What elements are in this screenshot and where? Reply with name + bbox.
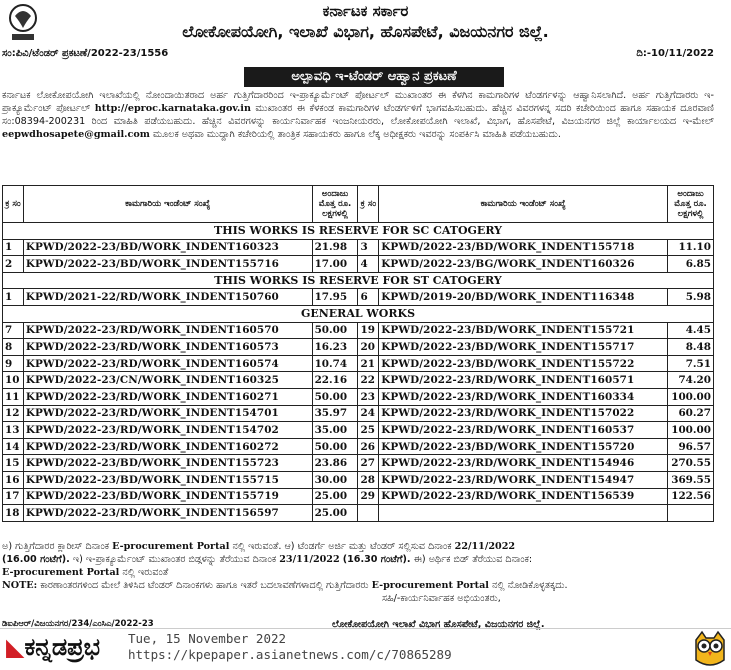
notice-title: ಅಲ್ಪಾವಧಿ ಇ-ಟೆಂಡರ್ ಆಹ್ವಾನ ಪ್ರಕಟಣೆ (244, 67, 504, 87)
submission-date: 22/11/2022 (454, 541, 516, 552)
note-text: ನಲ್ಲಿ ನೋಡಿಕೊಳ್ಳತಕ್ಕದು. (492, 580, 568, 591)
work-indent: KPWD/2022-23/RD/WORK_INDENT154946 (379, 455, 668, 472)
work-indent: KPWD/2022-23/BD/WORK_INDENT155722 (379, 355, 668, 372)
serial-number: 20 (358, 339, 379, 356)
estimated-amount: 25.00 (312, 488, 358, 505)
estimated-amount: 17.95 (312, 289, 358, 306)
epaper-url[interactable]: https://kpepaper.asianetnews.com/c/70865289 (128, 647, 452, 662)
serial-number: 27 (358, 455, 379, 472)
table-row (3, 239, 714, 256)
table-row (3, 422, 714, 439)
serial-number: 11 (3, 388, 24, 405)
estimated-amount: 4.45 (668, 322, 714, 339)
col-amount: ಅಂದಾಜು ಮೊತ್ತ ರೂ. ಲಕ್ಷಗಳಲ್ಲಿ (312, 186, 358, 223)
table-row (3, 455, 714, 472)
estimated-amount: 22.16 (312, 372, 358, 389)
footer-line-1 (2, 540, 718, 553)
work-indent: KPWD/2022-23/RD/WORK_INDENT160271 (23, 388, 312, 405)
intro-paragraph (2, 90, 714, 142)
serial-number: 2 (3, 256, 24, 273)
note-label: NOTE: (2, 580, 38, 591)
estimated-amount: 5.98 (668, 289, 714, 306)
table-row (3, 289, 714, 306)
estimated-amount: 50.00 (312, 322, 358, 339)
work-indent: KPWD/2022-23/BD/WORK_INDENT155715 (23, 471, 312, 488)
portal-name: E-procurement Portal (371, 580, 489, 591)
col-amount-2: ಅಂದಾಜು ಮೊತ್ತ ರೂ. ಲಕ್ಷಗಳಲ್ಲಿ (668, 186, 714, 223)
serial-number: 21 (358, 355, 379, 372)
serial-number: 13 (3, 422, 24, 439)
table-header-row (3, 186, 714, 223)
serial-number: 1 (3, 239, 24, 256)
department-title: ಲೋಕೋಪಯೋಗಿ, ಇಲಾಖೆ ವಿಭಾಗ, ಹೊಸಪೇಟೆ, ವಿಜಯನಗರ ಜಿಲ್ಲೆ. (182, 22, 549, 41)
estimated-amount: 11.10 (668, 239, 714, 256)
serial-number: 9 (3, 355, 24, 372)
footer-note (2, 579, 718, 592)
footer-text: ನಲ್ಲಿ ಇರುವಂತೆ (122, 567, 169, 578)
work-indent: KPWD/2022-23/BG/WORK_INDENT160326 (379, 256, 668, 273)
work-indent: KPWD/2022-23/RD/WORK_INDENT156539 (379, 488, 668, 505)
work-indent: KPWD/2022-23/BD/WORK_INDENT155719 (23, 488, 312, 505)
estimated-amount: 35.97 (312, 405, 358, 422)
estimated-amount: 100.00 (668, 422, 714, 439)
work-indent: KPWD/2022-23/RD/WORK_INDENT154947 (379, 471, 668, 488)
section-row (3, 223, 714, 240)
portal-url: http://eproc.karnataka.gov.in (94, 102, 251, 114)
intro-text-3: ಮೂಲಕ ಅಥವಾ ಮುದ್ದಾಗಿ ಕಚೇರಿಯಲ್ಲಿ ತಾಂತ್ರಿಕ ಸಹಾಯಕರು ಹಾಗೂ ಲೆಕ್ಕ ಅಧೀಕ್ಷಕರು ಇವರನ್ನು ಸಂಪರ್ಕಿಸಿ ಮಾಹಿತಿ ಪಡೆಯಬಹುದು. (152, 128, 561, 140)
serial-number: 14 (3, 438, 24, 455)
office-address: ಲೋಕೋಪಯೋಗಿ ಇಲಾಖೆ ವಿಭಾಗ ಹೊಸಪೇಟೆ, ವಿಜಯನಗರ ಜಿಲ್ಲೆ. (332, 619, 545, 630)
serial-number: 18 (3, 505, 24, 522)
work-indent: KPWD/2022-23/CN/WORK_INDENT160325 (23, 372, 312, 389)
serial-number: 3 (358, 239, 379, 256)
estimated-amount: 17.00 (312, 256, 358, 273)
serial-number: 10 (3, 372, 24, 389)
estimated-amount: 35.00 (312, 422, 358, 439)
work-indent: KPWD/2022-23/BD/WORK_INDENT160323 (23, 239, 312, 256)
works-table (2, 185, 714, 522)
work-indent: KPWD/2022-23/RD/WORK_INDENT160574 (23, 355, 312, 372)
serial-number: 24 (358, 405, 379, 422)
estimated-amount: 122.56 (668, 488, 714, 505)
logo-text: ಕನ್ನಡಪ್ರಭ (24, 633, 100, 661)
work-indent: KPWD/2022-23/RD/WORK_INDENT160571 (379, 372, 668, 389)
works-body (3, 223, 714, 522)
estimated-amount: 10.74 (312, 355, 358, 372)
estimated-amount: 50.00 (312, 438, 358, 455)
work-indent: KPWD/2022-23/BD/WORK_INDENT155723 (23, 455, 312, 472)
serial-number: 1 (3, 289, 24, 306)
serial-number: 26 (358, 438, 379, 455)
note-text: ಕಾರಣಾಂತರಗಳಿಂದ ಮೇಲೆ ತಿಳಿಸಿದ ಟೆಂಡರ್ ದಿನಾಂಕಗಳು ಹಾಗೂ ಇತರೆ ಬದಲಾವಣೆಗಳಾದಲ್ಲಿ ಗುತ್ತಿಗೆದಾರರು (40, 580, 369, 591)
estimated-amount: 369.55 (668, 471, 714, 488)
serial-number: 23 (358, 388, 379, 405)
work-indent: KPWD/2022-23/BD/WORK_INDENT155717 (379, 339, 668, 356)
table-row (3, 405, 714, 422)
estimated-amount: 16.23 (312, 339, 358, 356)
work-indent: KPWD/2022-23/RD/WORK_INDENT156597 (23, 505, 312, 522)
table-row (3, 488, 714, 505)
epaper-date: Tue, 15 November 2022 (128, 631, 287, 646)
serial-number: 8 (3, 339, 24, 356)
work-indent: KPWD/2019-20/BD/WORK_INDENT116348 (379, 289, 668, 306)
work-indent: KPWD/2022-23/RD/WORK_INDENT160334 (379, 388, 668, 405)
estimated-amount: 23.86 (312, 455, 358, 472)
table-row (3, 322, 714, 339)
work-indent: KPWD/2022-23/RD/WORK_INDENT160272 (23, 438, 312, 455)
section-row (3, 272, 714, 289)
section-title: THIS WORKS IS RESERVE FOR ST CATOGERY (3, 272, 714, 289)
col-sl-2: ಕ್ರ ಸಂ (358, 186, 379, 223)
serial-number: 17 (3, 488, 24, 505)
work-indent: KPWD/2022-23/RD/WORK_INDENT160573 (23, 339, 312, 356)
table-row (3, 505, 714, 522)
estimated-amount: 21.98 (312, 239, 358, 256)
owl-mascot-icon (692, 630, 728, 668)
estimated-amount: 60.27 (668, 405, 714, 422)
intro-text-2: ಮುಖಾಂತರ ಈ ಕೆಳಕಂಡ ಕಾಮಗಾರಿಗಳ ಟೆಂಡರ್ಗಳಿಗೆ ಭಾಗವಹಿಸಬಹುದು. ಹೆಚ್ಚಿನ ವಿವರಗಳನ್ನ ಸದರಿ ಕಚೇರಿಯಿಂದ ಹಾಗೂ ಸಹಾಯಕ ದೂರವಾಣಿ ಸಂ:08394-200231 ರಿಂದ ಮಾಹಿತಿ ಪಡೆಯಬಹುದು. ಹೆಚ್ಚಿನ ವಿವರಗಳನ್ನು ಕಾರ್ಯನಿರ್ವಾಹಕ ಇಂಜನೀಯರರು, ಲೋಕೋಪಯೋಗಿ ಇಲಾಖೆ, ವಿಭಾಗ, ಹೊಸಪೇಟೆ, ವಿಜಯನಗರ ಜಿಲ್ಲೆ ಕಾರ್ಯಾಲಯದ ಇ-ಮೇಲ್ (2, 102, 714, 127)
col-work-2: ಕಾಮಗಾರಿಯ ಇಂಡೆಂಟ್ ಸಂಖ್ಯೆ (379, 186, 668, 223)
footer-line-3 (2, 566, 718, 579)
reference-line (2, 48, 714, 59)
serial-number: 6 (358, 289, 379, 306)
footer-text: ಈ) ಅರ್ಥಿಕ ಬಿಡ್ ತೆರೆಯುವ ದಿನಾಂಕ: (413, 554, 533, 565)
table-row (3, 372, 714, 389)
notice-date: ದಿ:-10/11/2022 (636, 48, 714, 59)
work-indent: KPWD/2022-23/BD/WORK_INDENT155716 (23, 256, 312, 273)
work-indent: KPWD/2022-23/RD/WORK_INDENT154701 (23, 405, 312, 422)
serial-number: 12 (3, 405, 24, 422)
contact-email: eepwdhosapete@gmail.com (2, 128, 150, 140)
section-row (3, 305, 714, 322)
section-title: THIS WORKS IS RESERVE FOR SC CATOGERY (3, 223, 714, 240)
estimated-amount: 270.55 (668, 455, 714, 472)
dipr-number: ಡಿಐಪಿಆರ್/ವಿಜಯನಗರ/234/ಎಂಸಿಎ/2022-23 (2, 619, 154, 629)
estimated-amount: 100.00 (668, 388, 714, 405)
table-row (3, 256, 714, 273)
submission-time: (16.00 ಗಂಟೆಗೆ). (2, 554, 70, 565)
opening-date: 23/11/2022 (279, 554, 340, 565)
portal-name: E-procurement Portal (2, 567, 120, 578)
logo-mark: ◣ (6, 633, 25, 661)
serial-number: 7 (3, 322, 24, 339)
estimated-amount: 6.85 (668, 256, 714, 273)
epaper-footer (0, 628, 731, 670)
table-row (3, 471, 714, 488)
opening-time: (16.30 ಗಂಟೆಗೆ). (342, 554, 411, 565)
kannada-prabha-logo[interactable] (6, 633, 100, 661)
serial-number: 29 (358, 488, 379, 505)
work-indent: KPWD/2022-23/RD/WORK_INDENT160537 (379, 422, 668, 439)
serial-number: 15 (3, 455, 24, 472)
section-title: GENERAL WORKS (3, 305, 714, 322)
footer-text: ನಲ್ಲಿ ಇರುವಂತೆ. ಆ) ಟೆಂಡರ್ಗೆ ಅರ್ಜಿ ಮತ್ತು ಟೆಂಡರ್ ಸಲ್ಲಿಸುವ ದಿನಾಂಕ (232, 541, 452, 552)
col-work: ಕಾಮಗಾರಿಯ ಇಂಡೆಂಟ್ ಸಂಖ್ಯೆ (23, 186, 312, 223)
serial-number: 22 (358, 372, 379, 389)
serial-number: 4 (358, 256, 379, 273)
estimated-amount: 74.20 (668, 372, 714, 389)
serial-number: 16 (3, 471, 24, 488)
serial-number: 25 (358, 422, 379, 439)
serial-number: 28 (358, 471, 379, 488)
epaper-meta (128, 631, 452, 663)
estimated-amount: 25.00 (312, 505, 358, 522)
serial-number (358, 505, 379, 522)
portal-name: E-procurement Portal (112, 541, 230, 552)
signature: ಸಹಿ/-ಕಾರ್ಯನಿರ್ವಾಹಕ ಅಭಿಯಂತರು, (382, 593, 501, 604)
work-indent: KPWD/2021-22/RD/WORK_INDENT150760 (23, 289, 312, 306)
govt-title: ಕರ್ನಾಟಕ ಸರ್ಕಾರ (322, 2, 409, 20)
table-row (3, 339, 714, 356)
estimated-amount: 8.48 (668, 339, 714, 356)
footer-text: ಅ) ಗುತ್ತಿಗೆದಾರರ ಕ್ಲಾರೀಸ್ ದಿನಾಂಕ (2, 541, 110, 552)
work-indent: KPWD/2022-23/BD/WORK_INDENT155718 (379, 239, 668, 256)
footer-text: ಇ) ಇ-ಪ್ರಾಕ್ಯೂರ್ಮೆಂಟ್ ಮುಖಾಂತರ ಬಿಡ್ಗಳನ್ನು ತೆರೆಯುವ ದಿನಾಂಕ (72, 554, 277, 565)
table-row (3, 388, 714, 405)
estimated-amount (668, 505, 714, 522)
work-indent: KPWD/2022-23/RD/WORK_INDENT154702 (23, 422, 312, 439)
reference-number: ಸಂ:ಪಿವಿ/ಟೆಂಡರ್ ಪ್ರಕಟಣೆ/2022-23/1556 (2, 48, 169, 59)
estimated-amount: 30.00 (312, 471, 358, 488)
work-indent: KPWD/2022-23/BD/WORK_INDENT155721 (379, 322, 668, 339)
work-indent: KPWD/2022-23/BD/WORK_INDENT155720 (379, 438, 668, 455)
work-indent (379, 505, 668, 522)
estimated-amount: 50.00 (312, 388, 358, 405)
table-row (3, 355, 714, 372)
serial-number: 19 (358, 322, 379, 339)
footer-line-2 (2, 553, 718, 566)
estimated-amount: 7.51 (668, 355, 714, 372)
work-indent: KPWD/2022-23/RD/WORK_INDENT160570 (23, 322, 312, 339)
work-indent: KPWD/2022-23/RD/WORK_INDENT157022 (379, 405, 668, 422)
estimated-amount: 96.57 (668, 438, 714, 455)
intro-text-1: ಕರ್ನಾಟಕ ಲೋಕೋಪಯೋಗಿ ಇಲಾಖೆಯಲ್ಲಿ ನೋಂದಾಯಿತರಾದ ಅರ್ಹ ಗುತ್ತಿಗೆದಾರರಿಂದ ಇ-ಪ್ರಾಕ್ಯೂರ್ಮೆಂಟ್ ಪೋರ್ಟಲ್ ಮುಖಾಂತರ ಈ ಕೆಳಗಿನ ಕಾಮಗಾರಿಗಳ ಟೆಂಡರ್ಗಳನ್ನು ಆಹ್ವಾನಿಸಲಾಗಿದೆ. ಅರ್ಹ ಗುತ್ತಿಗೆದಾರರು ಇ-ಪ್ರಾಕ್ಯೂರ್ಮೆಂಟ್ ಪೋರ್ಟಲ್ (2, 90, 714, 114)
col-sl: ಕ್ರ ಸಂ (3, 186, 24, 223)
table-row (3, 438, 714, 455)
notice-footer (2, 540, 718, 630)
